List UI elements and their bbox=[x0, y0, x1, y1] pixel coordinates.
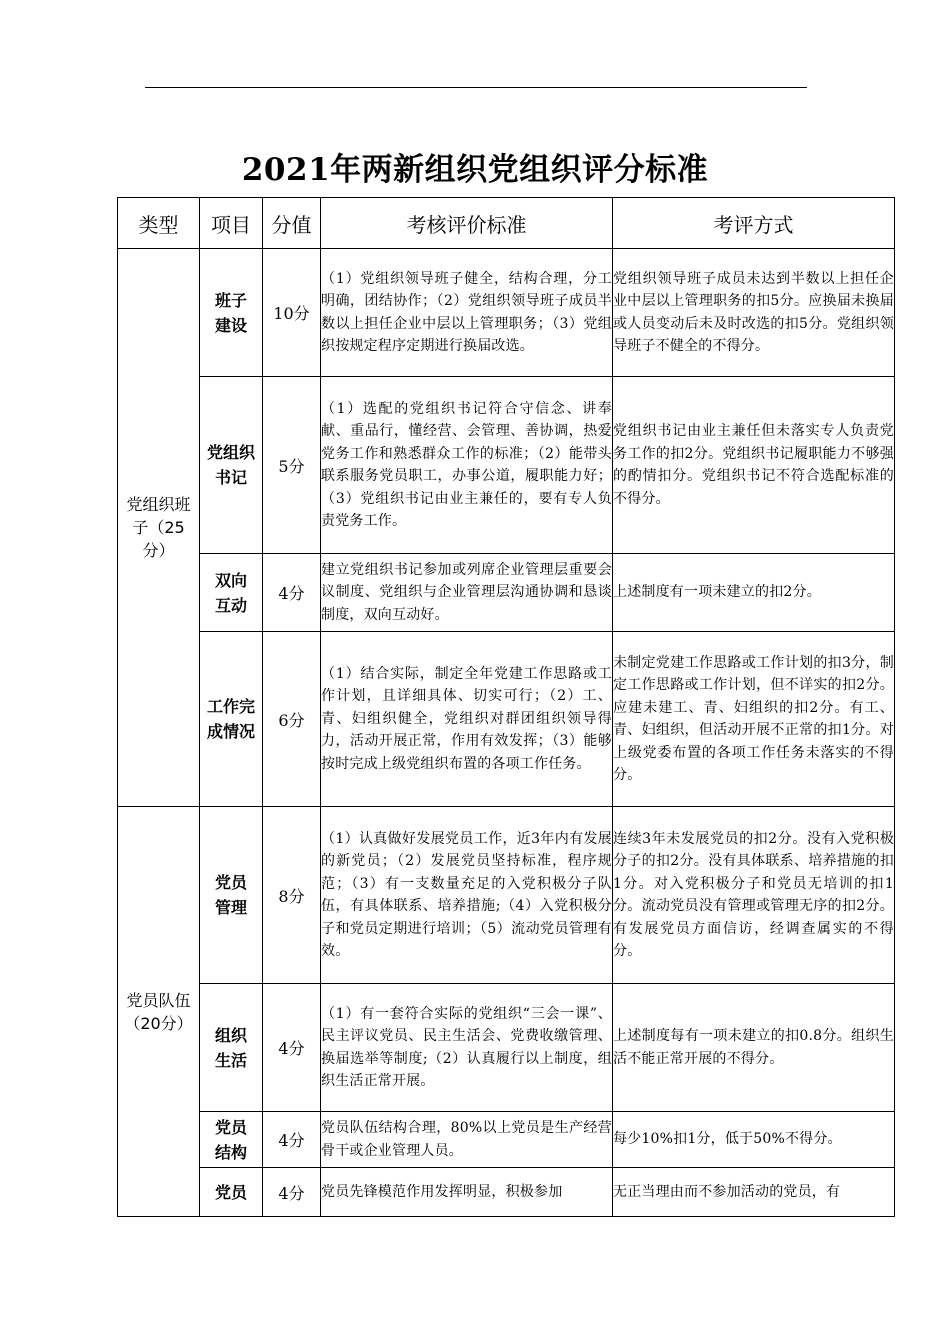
item-label: 党员 bbox=[214, 1182, 247, 1202]
header-type: 类型 bbox=[118, 198, 200, 249]
table-row bbox=[118, 1168, 895, 1217]
score-cell: 5分 bbox=[263, 377, 321, 554]
category-label: 党组织班子（25分） bbox=[126, 495, 191, 560]
score-cell: 4分 bbox=[263, 554, 321, 632]
table-row bbox=[118, 1112, 895, 1168]
category-cell bbox=[118, 807, 200, 1217]
item-cell bbox=[200, 249, 263, 377]
method-cell: 上述制度有一项未建立的扣2分。 bbox=[613, 554, 895, 632]
header-score: 分值 bbox=[263, 198, 321, 249]
method-cell: 未制定党建工作思路或工作计划的扣3分，制定工作思路或工作计划，但不详实的扣2分。应建未建工、青、妇组织的扣2分。有工、青、妇组织，但活动开展不正常的扣1分。对上级党委布置的各项工作任务未落实的不得分。 bbox=[613, 632, 895, 807]
scoring-table bbox=[117, 197, 895, 1217]
header-method: 考评方式 bbox=[613, 198, 895, 249]
standard-cell: （1）选配的党组织书记符合守信念、讲奉献、重品行，懂经营、会管理、善协调，热爱党务工作和熟悉群众工作的标准；（2）能带头联系服务党员职工，办事公道，履职能力好；（3）党组织书记由业主兼任的，要有专人负责党务工作。 bbox=[321, 377, 613, 554]
method-cell: 党组织领导班子成员未达到半数以上担任企业中层以上管理职务的扣5分。应换届未换届或人员变动后未及时改选的扣5分。党组织领导班子不健全的不得分。 bbox=[613, 249, 895, 377]
standard-cell: （1）认真做好发展党员工作，近3年内有发展的新党员；（2）发展党员坚持标准，程序规范；（3）有一支数量充足的入党积极分子队伍，有具体联系、培养措施;（4）入党积极分子和党员定期进行培训；（5）流动党员管理有效。 bbox=[321, 807, 613, 984]
item-label: 工作完成情况 bbox=[206, 697, 255, 741]
method-cell: 每少10%扣1分，低于50%不得分。 bbox=[613, 1112, 895, 1168]
item-label: 党员管理 bbox=[214, 873, 247, 917]
header-item: 项目 bbox=[200, 198, 263, 249]
standard-cell: （1）结合实际，制定全年党建工作思路或工作计划，且详细具体、切实可行；（2）工、青、妇组织健全，党组织对群团组织领导得力，活动开展正常，作用有效发挥；（3）能够按时完成上级党组织布置的各项工作任务。 bbox=[321, 632, 613, 807]
item-cell bbox=[200, 554, 263, 632]
standard-cell: （1）党组织领导班子健全，结构合理，分工明确，团结协作；（2）党组织领导班子成员半数以上担任企业中层以上管理职务；（3）党组织按规定程序定期进行换届改选。 bbox=[321, 249, 613, 377]
score-cell: 8分 bbox=[263, 807, 321, 984]
item-cell bbox=[200, 984, 263, 1112]
method-cell: 连续3年未发展党员的扣2分。没有入党积极分子的扣2分。没有具体联系、培养措施的扣1分。对入党积极分子和党员无培训的扣1分。流动党员没有管理或管理无序的扣2分。有发展党员方面信访，经调查属实的不得分。 bbox=[613, 807, 895, 984]
score-cell: 6分 bbox=[263, 632, 321, 807]
table-row bbox=[118, 554, 895, 632]
table-row bbox=[118, 984, 895, 1112]
score-cell: 4分 bbox=[263, 1112, 321, 1168]
standard-cell: 党员队伍结构合理，80%以上党员是生产经营骨干或企业管理人员。 bbox=[321, 1112, 613, 1168]
item-cell bbox=[200, 1168, 263, 1217]
item-cell bbox=[200, 807, 263, 984]
standard-cell: 建立党组织书记参加或列席企业管理层重要会议制度、党组织与企业管理层沟通协调和恳谈制度，双向互动好。 bbox=[321, 554, 613, 632]
page-title: 2021年两新组织党组织评分标准 bbox=[241, 152, 709, 188]
item-label: 组织生活 bbox=[214, 1025, 247, 1070]
header-rule bbox=[145, 87, 807, 88]
item-label: 党组织书记 bbox=[206, 443, 255, 487]
table-header-row bbox=[118, 198, 895, 249]
item-cell bbox=[200, 377, 263, 554]
item-cell bbox=[200, 632, 263, 807]
score-cell: 4分 bbox=[263, 984, 321, 1112]
standard-cell: 党员先锋模范作用发挥明显，积极参加 bbox=[321, 1168, 613, 1217]
item-label: 班子建设 bbox=[214, 290, 247, 335]
method-cell: 党组织书记由业主兼任但未落实专人负责党务工作的扣2分。党组织书记履职能力不够强的酌情扣分。党组织书记不符合选配标准的不得分。 bbox=[613, 377, 895, 554]
category-label: 党员队伍（20分） bbox=[124, 990, 193, 1033]
category-cell bbox=[118, 249, 200, 807]
score-cell: 10分 bbox=[263, 249, 321, 377]
table-row bbox=[118, 807, 895, 984]
table-row bbox=[118, 632, 895, 807]
item-label: 党员结构 bbox=[214, 1117, 247, 1162]
method-cell: 上述制度每有一项未建立的扣0.8分。组织生活不能正常开展的不得分。 bbox=[613, 984, 895, 1112]
table-row bbox=[118, 249, 895, 377]
method-cell: 无正当理由而不参加活动的党员，有 bbox=[613, 1168, 895, 1217]
standard-cell: （1）有一套符合实际的党组织“三会一课”、民主评议党员、民主生活会、党费收缴管理、换届选举等制度;（2）认真履行以上制度，组织生活正常开展。 bbox=[321, 984, 613, 1112]
item-cell bbox=[200, 1112, 263, 1168]
header-standard: 考核评价标准 bbox=[321, 198, 613, 249]
table-row bbox=[118, 377, 895, 554]
score-cell: 4分 bbox=[263, 1168, 321, 1217]
item-label: 双向互动 bbox=[214, 570, 247, 615]
